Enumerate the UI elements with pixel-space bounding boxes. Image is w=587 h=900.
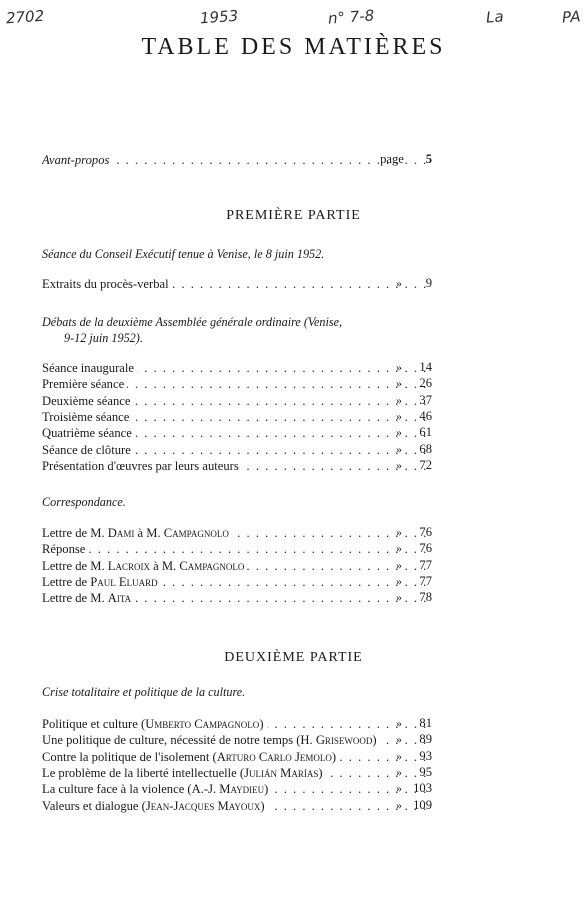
toc-entry-label bbox=[42, 443, 134, 457]
ditto-mark: » bbox=[396, 441, 402, 456]
toc-entry-page: 61 bbox=[419, 425, 432, 440]
ditto-mark: » bbox=[396, 797, 402, 812]
ditto-mark: » bbox=[396, 557, 402, 572]
toc-entry-page: 77 bbox=[419, 557, 432, 572]
toc-entry-page: 46 bbox=[419, 408, 432, 423]
toc-entry[interactable] bbox=[42, 425, 432, 441]
ditto-mark: » bbox=[396, 376, 402, 391]
label-text: Troisième séance bbox=[42, 409, 130, 424]
author-name: Julián Marías bbox=[244, 765, 319, 780]
toc-entry-label bbox=[42, 542, 88, 556]
label-text: Réponse bbox=[42, 542, 86, 557]
label-text: La culture face à la violence (A.-J. bbox=[42, 782, 220, 797]
toc-entry-page: 77 bbox=[419, 573, 432, 588]
toc-entry[interactable] bbox=[42, 749, 432, 765]
label-text: Séance de clôture bbox=[42, 442, 131, 457]
ditto-mark: » bbox=[396, 732, 402, 747]
page-title: TABLE DES MATIÈRES bbox=[141, 34, 446, 60]
ditto-mark: » bbox=[396, 748, 402, 763]
toc-entry-page: 37 bbox=[419, 392, 432, 407]
author-name: Dami bbox=[107, 526, 135, 540]
toc-entry-label bbox=[42, 717, 267, 731]
toc-entry-label bbox=[42, 394, 133, 408]
author-name: Maydieu bbox=[219, 782, 265, 797]
toc-entry[interactable] bbox=[42, 276, 432, 292]
part-heading-1: PREMIÈRE PARTIE bbox=[226, 208, 361, 223]
toc-entry[interactable] bbox=[42, 716, 432, 732]
label-text: ) bbox=[259, 717, 264, 731]
toc-entry[interactable] bbox=[42, 574, 432, 590]
handwritten-ref: 2702 bbox=[5, 6, 45, 28]
toc-entry-page: 109 bbox=[413, 797, 432, 812]
toc-entry-label bbox=[42, 410, 132, 424]
author-name: Aita bbox=[107, 591, 132, 606]
author-name: Jean-Jacques Mayoux bbox=[145, 798, 261, 813]
ditto-mark: » bbox=[396, 541, 402, 556]
ditto-mark: » bbox=[396, 408, 402, 423]
toc-entry-page: 89 bbox=[419, 732, 432, 747]
ditto-mark: » bbox=[396, 590, 402, 605]
toc-entry-page: 95 bbox=[419, 764, 432, 779]
author-name: Campagnolo bbox=[163, 526, 229, 540]
toc-entry[interactable] bbox=[42, 765, 432, 781]
ditto-mark: » bbox=[396, 764, 402, 779]
handwritten-issue: n° 7-8 bbox=[327, 6, 375, 28]
label-text: Lettre de M. bbox=[42, 558, 108, 573]
toc-entry-page: 72 bbox=[419, 457, 432, 472]
toc-entry-avant-propos[interactable] bbox=[42, 152, 432, 168]
ditto-mark: » bbox=[396, 716, 402, 730]
label-text: Quatrième séance bbox=[42, 426, 132, 441]
toc-entry[interactable] bbox=[42, 360, 432, 376]
toc-entry-label bbox=[42, 361, 137, 375]
toc-entry-page: 76 bbox=[419, 525, 432, 539]
toc-entry[interactable] bbox=[42, 458, 432, 474]
toc-entry-page: 9 bbox=[425, 276, 432, 290]
ditto-mark: » bbox=[396, 457, 402, 472]
label-text: Une politique de culture, nécessité de notre temps (H. bbox=[42, 733, 316, 748]
toc-entry-label bbox=[42, 733, 380, 747]
section-heading: Débats de la deuxième Assemblée générale ordinaire (Venise, bbox=[42, 315, 343, 329]
toc-entry[interactable] bbox=[42, 798, 432, 814]
label-text: ) bbox=[260, 798, 265, 813]
toc-entry-page: 103 bbox=[413, 781, 432, 796]
toc-entry-label: Avant-propos bbox=[42, 153, 112, 167]
ditto-mark: » bbox=[396, 573, 402, 588]
toc-entry-label bbox=[42, 459, 242, 473]
toc-entry[interactable] bbox=[42, 393, 432, 409]
toc-entry-page: 76 bbox=[419, 541, 432, 556]
section-heading: Correspondance. bbox=[42, 495, 126, 509]
author-name: Campagnolo bbox=[179, 558, 245, 573]
toc-entry-page: 78 bbox=[419, 590, 432, 605]
toc-entry-label bbox=[42, 766, 326, 780]
label-text: ) bbox=[264, 782, 269, 797]
author-name: Grisewood bbox=[315, 733, 373, 748]
author-name: Arturo Carlo Jemolo bbox=[216, 749, 332, 764]
handwritten-la: La bbox=[485, 7, 505, 27]
label-text: à M. bbox=[134, 526, 164, 540]
toc-entry[interactable] bbox=[42, 525, 432, 541]
label-text: Séance inaugurale bbox=[42, 361, 134, 375]
label-text: Contre la politique de l'isolement ( bbox=[42, 749, 217, 764]
toc-entry-label: Extraits du procès-verbal bbox=[42, 277, 172, 291]
label-text: Première séance bbox=[42, 377, 125, 392]
label-text: Lettre de M. bbox=[42, 591, 108, 606]
toc-entry[interactable] bbox=[42, 781, 432, 797]
toc-entry-page: 26 bbox=[419, 376, 432, 391]
toc-entry-label bbox=[42, 799, 268, 813]
section-heading-cont: 9-12 juin 1952). bbox=[64, 331, 143, 345]
author-name: Lacroix bbox=[107, 558, 150, 573]
label-text: à M. bbox=[149, 558, 180, 573]
label-text: ) bbox=[331, 749, 337, 764]
toc-entry-label bbox=[42, 782, 271, 796]
label-text: Deuxième séance bbox=[42, 393, 131, 408]
toc-entry-label bbox=[42, 750, 339, 764]
ditto-mark: » bbox=[396, 360, 402, 374]
toc-entry-label bbox=[42, 591, 134, 605]
toc-entry-label bbox=[42, 377, 127, 391]
toc-entry[interactable] bbox=[42, 558, 432, 574]
toc-entry-page: 5 bbox=[425, 152, 432, 166]
author-name: Paul Eluard bbox=[90, 574, 158, 589]
toc-entry-page: 14 bbox=[419, 360, 432, 374]
toc-entry[interactable] bbox=[42, 541, 432, 557]
label-text: Lettre de bbox=[42, 574, 91, 589]
toc-entry[interactable] bbox=[42, 442, 432, 458]
toc-entry-label bbox=[42, 559, 247, 573]
toc-entry-page: 68 bbox=[419, 441, 432, 456]
ditto-mark: » bbox=[396, 276, 402, 290]
toc-entry-page: 81 bbox=[419, 716, 432, 730]
label-text: Lettre de M. bbox=[42, 526, 108, 540]
label-text: Le problème de la liberté intellectuelle ( bbox=[42, 765, 245, 780]
handwritten-pa: PA bbox=[561, 7, 582, 27]
author-name: Umberto Campagnolo bbox=[145, 717, 260, 731]
label-text: ) bbox=[372, 733, 377, 748]
section-heading: Séance du Conseil Exécutif tenue à Venise, le 8 juin 1952. bbox=[42, 247, 325, 261]
ditto-mark: » bbox=[396, 425, 402, 440]
section-heading: Crise totalitaire et politique de la culture. bbox=[42, 685, 246, 699]
toc-entry[interactable] bbox=[42, 376, 432, 392]
toc-entry-page: 93 bbox=[419, 748, 432, 763]
toc-entry[interactable] bbox=[42, 590, 432, 606]
toc-entry-label bbox=[42, 526, 232, 540]
part-heading-2: DEUXIÈME PARTIE bbox=[224, 650, 363, 665]
ditto-mark: » bbox=[396, 392, 402, 407]
handwritten-year: 1953 bbox=[199, 6, 239, 28]
toc-entry[interactable] bbox=[42, 409, 432, 425]
toc-entry[interactable] bbox=[42, 732, 432, 748]
toc-entry-label bbox=[42, 575, 161, 589]
label-text: Valeurs et dialogue ( bbox=[42, 798, 146, 813]
ditto-mark: » bbox=[396, 525, 402, 539]
toc-entry-label bbox=[42, 426, 135, 440]
ditto-mark: » bbox=[396, 781, 402, 796]
page-word: page bbox=[380, 152, 404, 166]
label-text: ) bbox=[318, 765, 323, 780]
label-text: Présentation d'œuvres par leurs auteurs bbox=[42, 458, 239, 473]
label-text: Politique et culture ( bbox=[42, 717, 146, 731]
